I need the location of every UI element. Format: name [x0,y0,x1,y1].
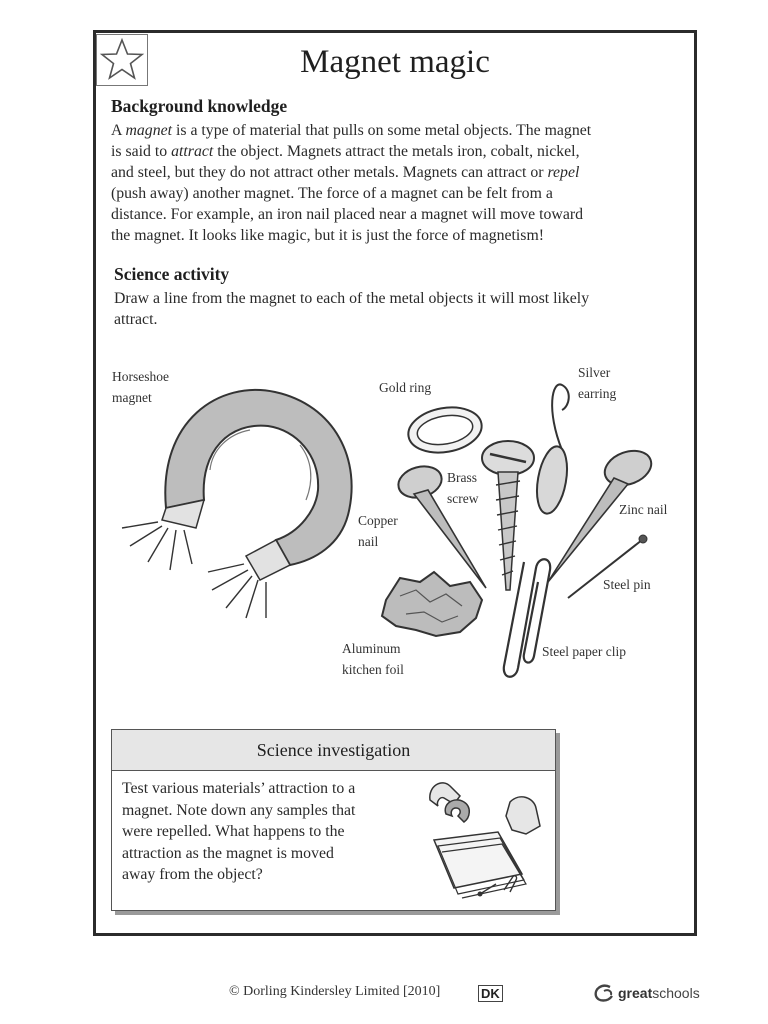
brass-screw-drawing [482,441,534,590]
label-silver-earring: Silver earring [578,365,617,401]
background-line: and steel, but they do not attract other metals. Magnets can attract or repel [111,164,580,181]
label-steel-paper-clip: Steel paper clip [542,644,626,659]
background-line: (push away) another magnet. The force of a magnet can be felt from a [111,185,553,202]
hand-magnet-illustration [424,774,552,906]
background-heading: Background knowledge [111,96,288,116]
background-line: is said to attract the object. Magnets attract the metals iron, cobalt, nickel, [111,143,580,160]
label-gold-ring: Gold ring [379,380,432,395]
investigation-line: were repelled. What happens to the [122,823,345,840]
investigation-line: attraction as the magnet is moved [122,844,334,862]
background-line: the magnet. It looks like magic, but it is just the force of magnetism! [111,227,545,244]
label-horseshoe-magnet: Horseshoe magnet [112,369,169,405]
activity-line: attract. [114,311,158,328]
background-line: A magnet is a type of material that pulls on some metal objects. The magnet [111,122,592,139]
activity-instructions [114,288,589,330]
investigation-line: magnet. Note down any samples that [122,801,356,819]
greatschools-swirl-icon [592,983,618,1003]
background-paragraph [111,120,591,246]
star-icon [97,35,147,85]
label-zinc-nail: Zinc nail [619,502,668,517]
investigation-box [111,729,556,911]
label-steel-pin: Steel pin [603,577,651,592]
greatschools-logo: greatschools [592,983,700,1003]
investigation-heading: Science investigation [112,730,555,771]
investigation-text [122,778,412,886]
activity-line: Draw a line from the magnet to each of the metal objects it will most likely [114,290,590,307]
gold-ring-drawing [405,402,486,458]
activity-heading: Science activity [114,264,230,284]
copyright-text: © Dorling Kindersley Limited [2010] [229,984,441,999]
label-brass-screw: Brass screw [447,470,479,506]
label-aluminum-foil: Aluminum kitchen foil [342,641,404,677]
dk-logo: DK [478,985,503,1002]
investigation-line: away from the object? [122,866,263,883]
label-copper-nail: Copper nail [358,513,398,549]
horseshoe-magnet-drawing [122,390,352,618]
page-title: Magnet magic [300,44,490,80]
star-badge [96,34,148,86]
investigation-line: Test various materials’ attraction to a [122,780,356,797]
silver-earring-drawing [532,384,571,515]
aluminum-foil-drawing [382,572,482,636]
background-line: distance. For example, an iron nail placed near a magnet will move toward [111,206,583,223]
